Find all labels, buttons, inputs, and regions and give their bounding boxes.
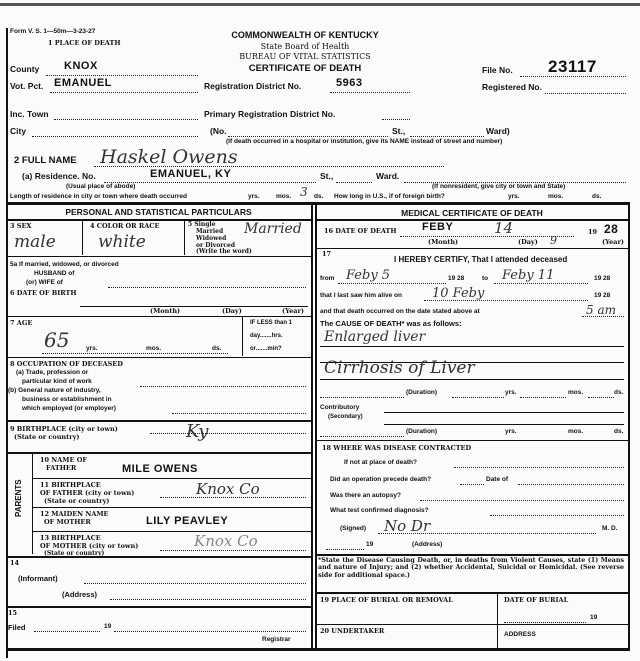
cell-divider [242, 316, 243, 356]
secondary-label: (Secondary) [328, 414, 363, 420]
item-14: 14 [10, 559, 20, 567]
street-st-label: St., [392, 126, 406, 136]
row-line [316, 592, 628, 594]
title-board: State Board of Health [260, 42, 350, 51]
dod-month: FEBY [422, 221, 454, 233]
burial-place-label: 19 PLACE OF BURIAL OR REMOVAL [320, 596, 453, 604]
operation-line [460, 484, 484, 485]
spouse-line [108, 287, 306, 288]
row-line [6, 452, 311, 454]
to-value: Feby 11 [502, 268, 555, 283]
spouse-label-1: 5a If married, widowed, or divorced [10, 261, 119, 268]
title-certificate: CERTIFICATE OF DEATH [248, 63, 362, 74]
father-bp-value: Knox Co [196, 480, 260, 498]
dob-label: 6 DATE OF BIRTH [10, 289, 77, 297]
cause-line-2: Cirrhosis of Liver [324, 358, 475, 378]
last-saw-value: 10 Feby [432, 286, 485, 301]
signed-date-line [326, 549, 364, 550]
color-value: white [98, 232, 146, 252]
cause-line-1: Enlarged liver [324, 329, 426, 345]
informant-address-label: (Address) [62, 590, 98, 599]
street-line [228, 136, 388, 137]
vot-pct-label: Vot. Pct. [10, 81, 44, 91]
spouse-label-2: HUSBAND of [34, 270, 75, 277]
mother-bp-label-2: OF MOTHER (city or town) [40, 542, 139, 550]
dod-year: 28 [604, 222, 619, 236]
filed-date-line [34, 631, 100, 632]
age-yrs: yrs. [86, 345, 98, 352]
to-label: to [482, 275, 489, 282]
less-than-1: IF LESS than 1 [250, 320, 293, 326]
dob-line [80, 306, 308, 307]
filed-year-line [114, 631, 306, 632]
birthplace-label-1: 9 BIRTHPLACE (city or town) [10, 425, 118, 433]
age-value: 65 [44, 328, 70, 352]
foreign-mos: mos. [548, 193, 564, 200]
marital-value: Married [244, 221, 302, 237]
mother-bp-label-1: 13 BIRTHPLACE [40, 534, 101, 542]
dod-year-prefix: 19 [588, 228, 598, 236]
row-line [6, 357, 311, 358]
column-divider-a [311, 202, 313, 650]
mother-bp-value: Knox Co [194, 532, 258, 550]
county-label: County [10, 64, 40, 74]
occupation-b1: (b) General nature of industry, [8, 387, 101, 394]
registered-no-label: Registered No. [482, 82, 542, 92]
duration-mos-2: mos. [568, 428, 584, 435]
dod-year-label: (Year) [602, 238, 624, 246]
title-bureau: BUREAU OF VITAL STATISTICS [239, 52, 371, 61]
operation-label: Did an operation precede death? [330, 476, 432, 483]
sex-label: 3 SEX [10, 222, 32, 230]
undertaker-label: 20 UNDERTAKER [320, 627, 385, 635]
duration-label-2: (Duration) [406, 428, 438, 435]
length-label: Length of residence in city or town where death occurred [10, 193, 187, 200]
dob-year: (Year) [282, 307, 304, 315]
left-border [6, 28, 8, 658]
parents-divider [32, 452, 33, 554]
to-line [494, 283, 588, 284]
residence-line [104, 182, 316, 183]
mother-name-value: LILY PEAVLEY [146, 515, 229, 527]
birthplace-line [150, 433, 306, 434]
sex-value: male [14, 232, 56, 252]
contributory-label: Contributory [320, 404, 360, 411]
birthplace-value: Ky [186, 421, 209, 442]
color-label: 4 COLOR OR RACE [90, 222, 160, 230]
father-bp-label-2: OF FATHER (city or town) [40, 489, 135, 497]
mother-name-label-1: 12 MAIDEN NAME [40, 510, 109, 518]
primary-reg-label: Primary Registration District No. [204, 109, 336, 119]
informant-line [84, 583, 306, 584]
date-of-line [518, 484, 624, 485]
father-name-label-1: 10 NAME OF [40, 456, 87, 464]
mother-name-label-2: OF MOTHER [44, 518, 91, 526]
dod-line [400, 236, 574, 237]
contributory-line [384, 412, 624, 413]
dob-month: (Month) [150, 307, 181, 315]
inc-town-label: Inc. Town [10, 109, 49, 119]
mother-bp-label-3: (State or country) [44, 550, 105, 557]
personal-section-title: PERSONAL AND STATISTICAL PARTICULARS [65, 207, 252, 217]
column-divider-b [315, 202, 317, 650]
age-ds: ds. [212, 345, 222, 352]
right-border [628, 202, 630, 650]
foreign-ds: ds. [592, 193, 602, 200]
occupation-b3: which employed (or employer) [22, 405, 116, 412]
dod-day-extra: 9 [550, 234, 557, 247]
footnote: *State the Disease Causing Death, or, in deaths from Violent Causes, state (1) Means and nature of Injury; and (2) whether Accidental, Suicidal or Homicidal. (See reverse side for additional space.) [318, 557, 624, 579]
reg-district-value: 5963 [336, 77, 363, 89]
vot-pct-value: EMANUEL [54, 77, 112, 89]
vot-pct-line [50, 92, 198, 93]
registrar-label: Registrar [262, 636, 291, 643]
from-line [338, 283, 446, 284]
duration-line [320, 397, 404, 398]
row-line [316, 554, 628, 556]
contributory-line-2 [384, 424, 624, 425]
autopsy-line [420, 500, 624, 501]
registered-no-line [545, 93, 626, 94]
full-name-value: Haskel Owens [100, 146, 238, 168]
residence-value: EMANUEL, KY [150, 168, 232, 180]
section-divider [6, 202, 630, 205]
death-time-value: 5 am [586, 303, 616, 317]
filed-label: Filed [8, 623, 26, 632]
date-of-label: Date of [486, 476, 509, 483]
not-at-place-label: If not at place of death? [344, 459, 417, 466]
cell-divider [82, 219, 83, 255]
form-number: Form V. S. 1—50m—3-23-27 [10, 28, 96, 35]
row-line [6, 256, 311, 257]
dob-day: (Day) [222, 307, 242, 315]
length-yrs: yrs. [248, 193, 260, 200]
medical-section-title: MEDICAL CERTIFICATE OF DEATH [401, 208, 543, 218]
from-value: Feby 5 [346, 268, 391, 283]
marital-label-1: 5 Single [188, 221, 216, 228]
file-no-line [520, 76, 626, 77]
city-line [32, 136, 198, 137]
residence-label: (a) Residence. No. [22, 171, 96, 181]
occupation-label: 8 OCCUPATION OF DECEASED [10, 360, 123, 368]
length-mos-value: 3 [300, 185, 308, 199]
place-of-death-label: 1 PLACE OF DEATH [48, 39, 121, 47]
file-no-value: 23117 [548, 57, 597, 76]
from-label: from [320, 275, 335, 282]
birthplace-label-2: (State or country) [14, 433, 80, 441]
duration-yrs-line [452, 397, 504, 398]
occupation-a1: (a) Trade, profession or [16, 369, 89, 376]
age-label: 7 AGE [10, 319, 33, 327]
father-bp-label-3: (State or country) [44, 497, 110, 505]
duration-line-2 [320, 436, 404, 437]
informant-label: (Informant) [18, 574, 58, 583]
spouse-label-3: (or) WIFE of [26, 279, 63, 286]
age-line [42, 353, 228, 354]
occupation-b-line [172, 413, 306, 414]
father-name-value: MILE OWENS [122, 463, 198, 475]
test-line [490, 515, 624, 516]
row-line [6, 420, 311, 422]
street-no-label: (No. [210, 126, 227, 136]
bottom-border [6, 648, 630, 651]
father-bp-label-1: 11 BIRTHPLACE [40, 481, 101, 489]
undertaker-address-label: ADDRESS [504, 631, 536, 638]
occupation-a-line [140, 386, 306, 387]
md-label: M. D. [602, 525, 618, 532]
county-value: KNOX [64, 60, 98, 72]
full-name-label: 2 FULL NAME [14, 155, 77, 166]
residence-ward: Ward. [376, 171, 400, 181]
row-line [316, 248, 628, 249]
informant-address-line [110, 599, 306, 600]
duration-label: (Duration) [406, 389, 438, 396]
autopsy-label: Was there an autopsy? [330, 492, 401, 499]
signed-label: (Signed) [340, 525, 366, 532]
hospital-note: (If death occurred in a hospital or institution, give its NAME instead of street and number) [226, 138, 503, 145]
less-day: day.......hrs. [250, 333, 283, 339]
row-line [316, 624, 628, 625]
mother-bp-line [160, 550, 306, 551]
signed-19: 19 [366, 541, 374, 548]
occupation-a2: particular kind of work [22, 378, 92, 385]
row-line [32, 531, 311, 532]
item-15: 15 [8, 609, 18, 617]
parents-label: PARENTS [14, 479, 23, 517]
burial-date-label: DATE OF BURIAL [504, 596, 569, 604]
death-time-label: and that death occurred on the date stated above at [320, 308, 480, 315]
duration-ds-2: ds. [614, 428, 624, 435]
row-line [6, 316, 311, 317]
marital-label-3: Widowed [196, 235, 227, 242]
cell-divider [497, 592, 498, 648]
dod-month-label: (Month) [428, 238, 459, 246]
county-line [46, 75, 198, 76]
less-min: or.......min? [250, 346, 282, 352]
filed-19: 19 [104, 623, 112, 630]
marital-label-4: or Divorced [196, 242, 236, 249]
row-line [32, 507, 311, 508]
inc-town-line [54, 119, 198, 120]
burial-19: 19 [590, 614, 598, 621]
duration-yrs-2: yrs. [505, 428, 517, 435]
not-at-place-line [454, 467, 624, 468]
duration-ds: ds. [614, 389, 624, 396]
age-mos: mos. [146, 345, 162, 352]
ward-label: Ward) [486, 126, 510, 136]
foreign-yrs: yrs. [508, 193, 520, 200]
duration-yrs: yrs. [505, 389, 517, 396]
ward-line [410, 136, 484, 137]
burial-date-line [504, 622, 586, 623]
row-line [316, 440, 628, 441]
usual-abode-note: (Usual place of abode) [66, 183, 136, 190]
test-label: What test confirmed diagnosis? [330, 507, 429, 514]
residence-ward-line [336, 182, 372, 183]
to-year: 19 28 [594, 275, 611, 282]
duration-ds-line [588, 397, 614, 398]
file-no-label: File No. [482, 65, 513, 75]
duration-mos: mos. [568, 389, 584, 396]
father-name-label-2: FATHER [46, 464, 77, 472]
occupation-b2: business or establishment in [22, 396, 112, 403]
row-line [316, 219, 628, 221]
marital-label-2: Married [196, 228, 224, 235]
last-saw-label: that I last saw him alive on [320, 292, 402, 299]
row-line [32, 478, 311, 479]
row-line [6, 556, 311, 558]
length-ds: ds. [314, 193, 324, 200]
primary-reg-line [382, 119, 410, 120]
cell-divider [184, 219, 185, 255]
nonresident-note: (If nonresident, give city or town and State) [432, 183, 566, 190]
city-label: City [10, 126, 27, 136]
cause-line [320, 346, 624, 347]
certify-text: I HEREBY CERTIFY, That I attended deceased [394, 255, 568, 264]
dod-day-label: (Day) [518, 238, 538, 246]
last-saw-year: 19 28 [594, 292, 611, 299]
row-line [6, 606, 311, 608]
signed-value: No Dr [384, 517, 431, 535]
scan-edge [0, 3, 640, 6]
marital-label-5: (Write the word) [196, 248, 252, 255]
item-17: 17 [322, 250, 332, 258]
duration-mos-line [520, 397, 566, 398]
cause-line [320, 379, 624, 380]
foreign-label: How long in U.S., if of foreign birth? [334, 193, 445, 200]
dod-day: 14 [494, 219, 514, 237]
reg-district-label: Registration District No. [204, 81, 302, 91]
dod-label: 16 DATE OF DEATH [324, 227, 397, 235]
signed-address-label: (Address) [412, 541, 443, 548]
title-commonwealth: COMMONWEALTH OF KENTUCKY [231, 30, 379, 40]
length-mos: mos. [276, 193, 292, 200]
residence-st: St., [320, 171, 334, 181]
cause-label: The CAUSE OF DEATH* was as follows: [320, 319, 462, 328]
reg-district-line [330, 92, 410, 93]
where-contracted-label: 18 WHERE WAS DISEASE CONTRACTED [322, 444, 472, 452]
from-year: 19 28 [448, 275, 465, 282]
